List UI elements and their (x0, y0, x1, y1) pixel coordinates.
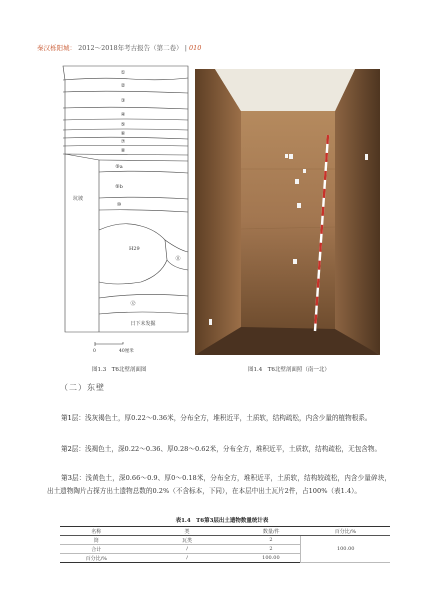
table-cell: / (133, 554, 242, 563)
layer-label: ⑧ (120, 148, 126, 154)
layer-label: ③ (120, 98, 126, 104)
layer-label: ⑫ (130, 301, 136, 307)
paragraph-text: 浅灰褐色土，厚0.22～0.36米，分布全方，堆积近平，土质软，结构疏松，内含少量的植物根系。 (84, 414, 372, 422)
pit-label: H29 (129, 246, 140, 252)
table-header-row (60, 527, 390, 536)
layer-label: ⑨a (115, 164, 123, 170)
table-cell: 2 (241, 545, 300, 554)
table-header: 数量/件 (241, 527, 300, 536)
table-cell: 瓦类 (133, 536, 242, 545)
layer-label: ⑪ (175, 256, 181, 262)
table-cell: 百分比/% (60, 554, 133, 563)
paragraph (47, 443, 391, 456)
paragraph (47, 472, 391, 498)
paragraph-text: 浅黄色土，深0.66～0.9、厚0～0.18米，分布全方，堆积近平，土质软，结构较疏松，内含少量碎块，出土遗物陶片占探方出土遗物总数的0.2%（不含标本，下同），在本层中出土瓦片2件，占100%（表1.4）。 (47, 474, 391, 495)
paragraph (47, 412, 391, 425)
figure-caption-right: 图1.4 T6北壁剖面照（南一北） (248, 367, 330, 373)
running-header (37, 43, 201, 52)
table-cell: 合计 (60, 545, 133, 554)
table-row (60, 536, 390, 545)
table-header: 名称 (60, 527, 133, 536)
section-photo (195, 69, 380, 355)
header-series: 秦汉栎阳城： (37, 44, 76, 52)
scale-bar (93, 342, 134, 354)
bottom-label: 日下未发掘 (130, 321, 156, 327)
table-cell: / (133, 545, 242, 554)
layer-label: ⑨b (115, 184, 123, 190)
scale-label: 40厘米 (119, 349, 134, 354)
feature-label: 坑坡 (73, 196, 84, 202)
table-caption: 表1.4 T6第3层出土遗物数量统计表 (175, 518, 269, 524)
table-cell: 2 (241, 536, 300, 545)
layer-label: ① (120, 70, 126, 76)
section-drawing (61, 60, 191, 360)
layer-label: ② (120, 83, 126, 89)
figure-caption-left: 图1.3 T6北壁剖面图 (92, 367, 147, 373)
table-header: 类 (133, 527, 242, 536)
table-cell: 100.00 (241, 554, 300, 563)
table-cell: 筒 (60, 536, 133, 545)
layer-label: ⑤ (120, 122, 126, 128)
stats-table (60, 526, 390, 563)
layer-label: ⑦ (120, 139, 126, 145)
header-separator: | (184, 44, 187, 52)
paragraph-text: 浅褐色土，深0.22～0.36、厚0.28～0.62米，分布全方，堆积近平，土质软，结构疏松，无包含物。 (84, 445, 382, 453)
paragraph-lead: 第3层： (61, 474, 86, 482)
table-header: 百分比/% (301, 527, 390, 536)
section-title: （二）东壁 (60, 383, 105, 392)
header-title: 2012～2018年考古报告（第二卷） (78, 44, 183, 52)
paragraph-lead: 第2层： (61, 445, 85, 453)
layer-label: ⑩ (116, 202, 122, 208)
scale-zero: 0 (93, 349, 96, 354)
page-number: 010 (189, 44, 202, 52)
table-cell-percent: 100.00 (301, 536, 390, 563)
layer-label: ⑥ (120, 131, 126, 137)
paragraph-lead: 第1层： (61, 414, 85, 422)
layer-label: ④ (120, 112, 126, 118)
